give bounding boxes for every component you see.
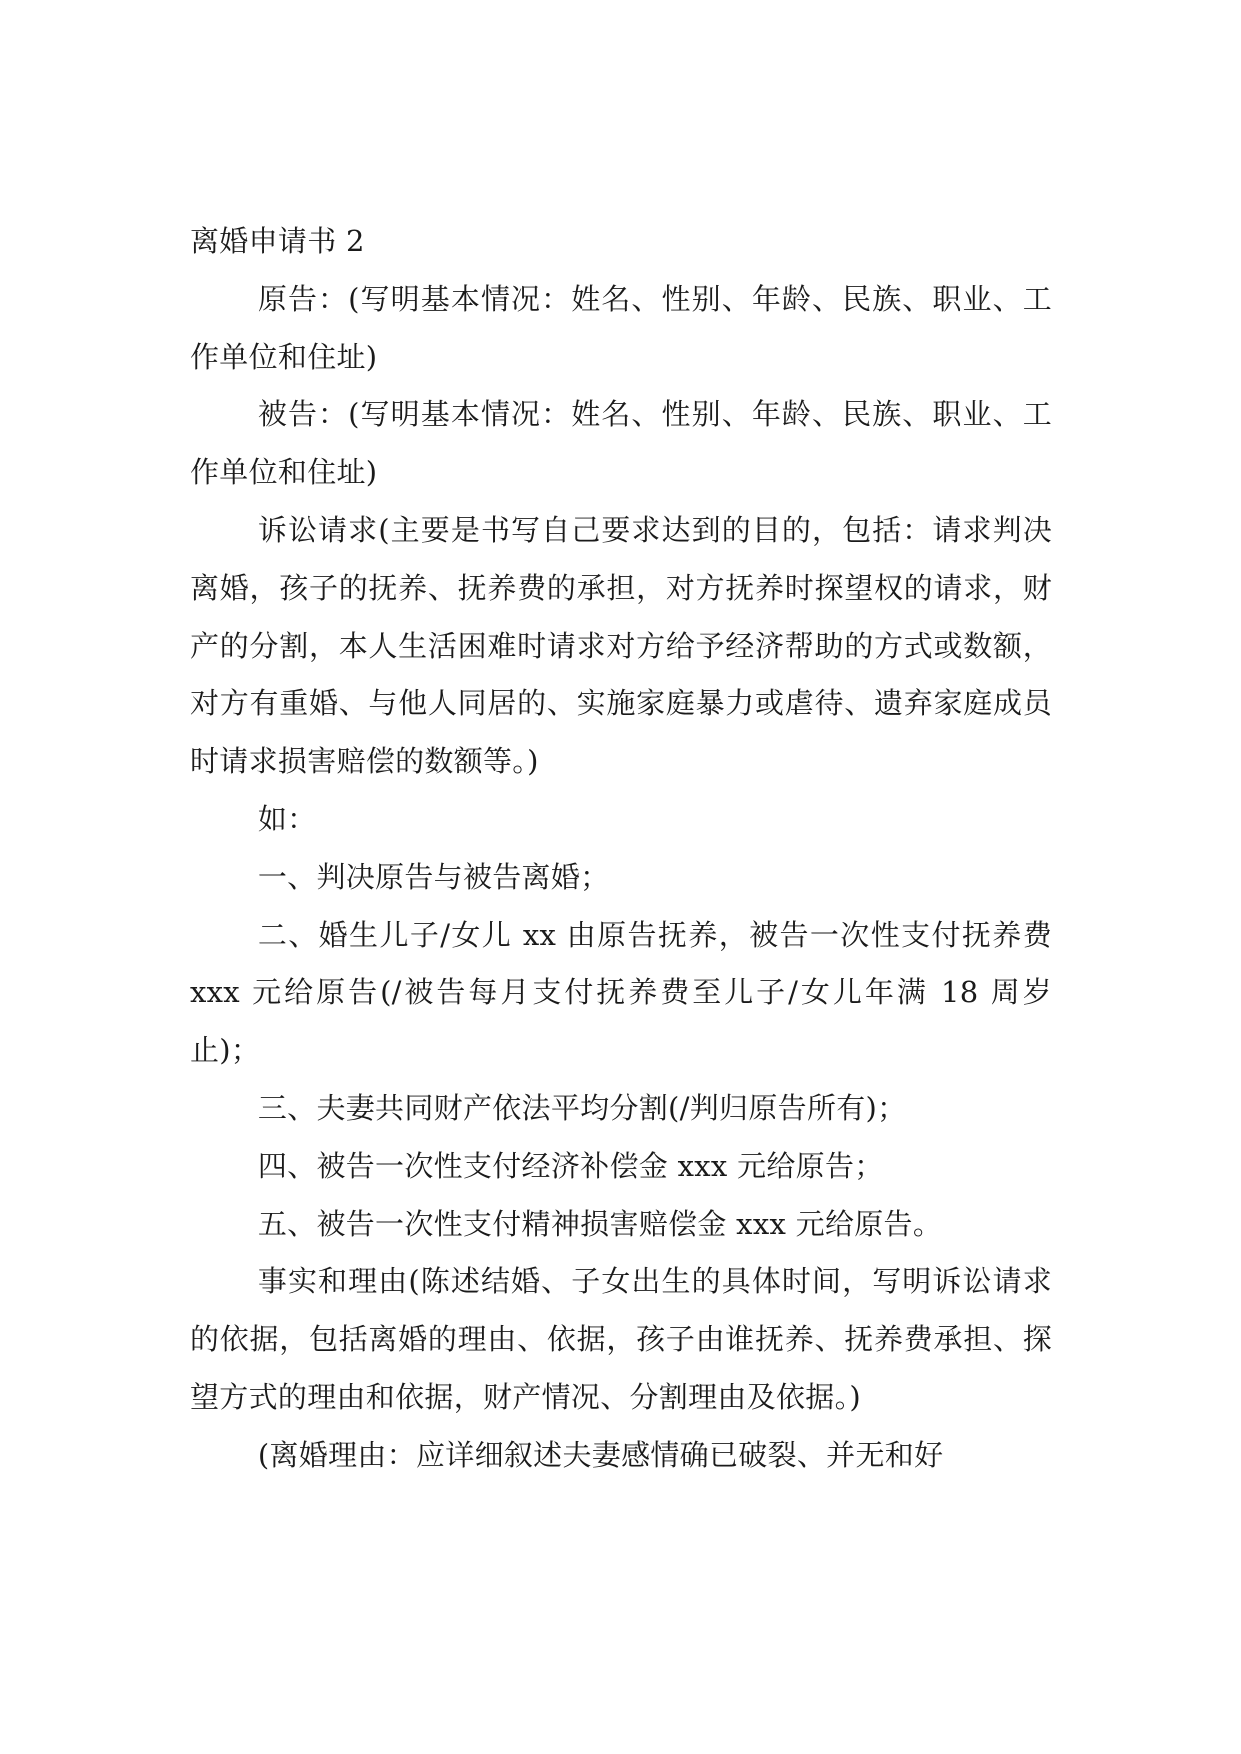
claims-paragraph: 诉讼请求(主要是书写自己要求达到的目的，包括：请求判决离婚，孩子的抚养、抚养费的承担，对方抚养时探望权的请求，财产的分割，本人生活困难时请求对方给予经济帮助的方式或数额，对方有重婚、与他人同居的、实施家庭暴力或虐待、遗弃家庭成员时请求损害赔偿的数额等。)	[190, 512, 1052, 779]
document-title: 离婚申请书 2	[190, 224, 365, 258]
defendant-paragraph: 被告：(写明基本情况：姓名、性别、年龄、民族、职业、工作单位和住址)	[190, 397, 1052, 490]
claim-item-2: 二、婚生儿子/女儿 xx 由原告抚养，被告一次性支付抚养费 xxx 元给原告(/被告每月支付抚养费至儿子/女儿年满 18 周岁止)；	[190, 917, 1052, 1068]
claim-item-4: 四、被告一次性支付经济补偿金 xxx 元给原告；	[257, 1148, 884, 1183]
divorce-reasons-paragraph: (离婚理由：应详细叙述夫妻感情确已破裂、并无和好	[257, 1437, 944, 1472]
claim-item-1: 一、判决原告与被告离婚；	[257, 859, 610, 894]
example-label: 如：	[257, 801, 317, 836]
claim-item-3: 三、夫妻共同财产依法平均分割(/判归原告所有)；	[257, 1090, 907, 1125]
facts-and-reasons-paragraph: 事实和理由(陈述结婚、子女出生的具体时间，写明诉讼请求的依据，包括离婚的理由、依据，孩子由谁抚养、抚养费承担、探望方式的理由和依据，财产情况、分割理由及依据。)	[190, 1264, 1052, 1414]
document-body	[190, 213, 1052, 1485]
plaintiff-paragraph: 原告：(写明基本情况：姓名、性别、年龄、民族、职业、工作单位和住址)	[190, 281, 1052, 374]
claim-item-5: 五、被告一次性支付精神损害赔偿金 xxx 元给原告。	[257, 1206, 943, 1241]
